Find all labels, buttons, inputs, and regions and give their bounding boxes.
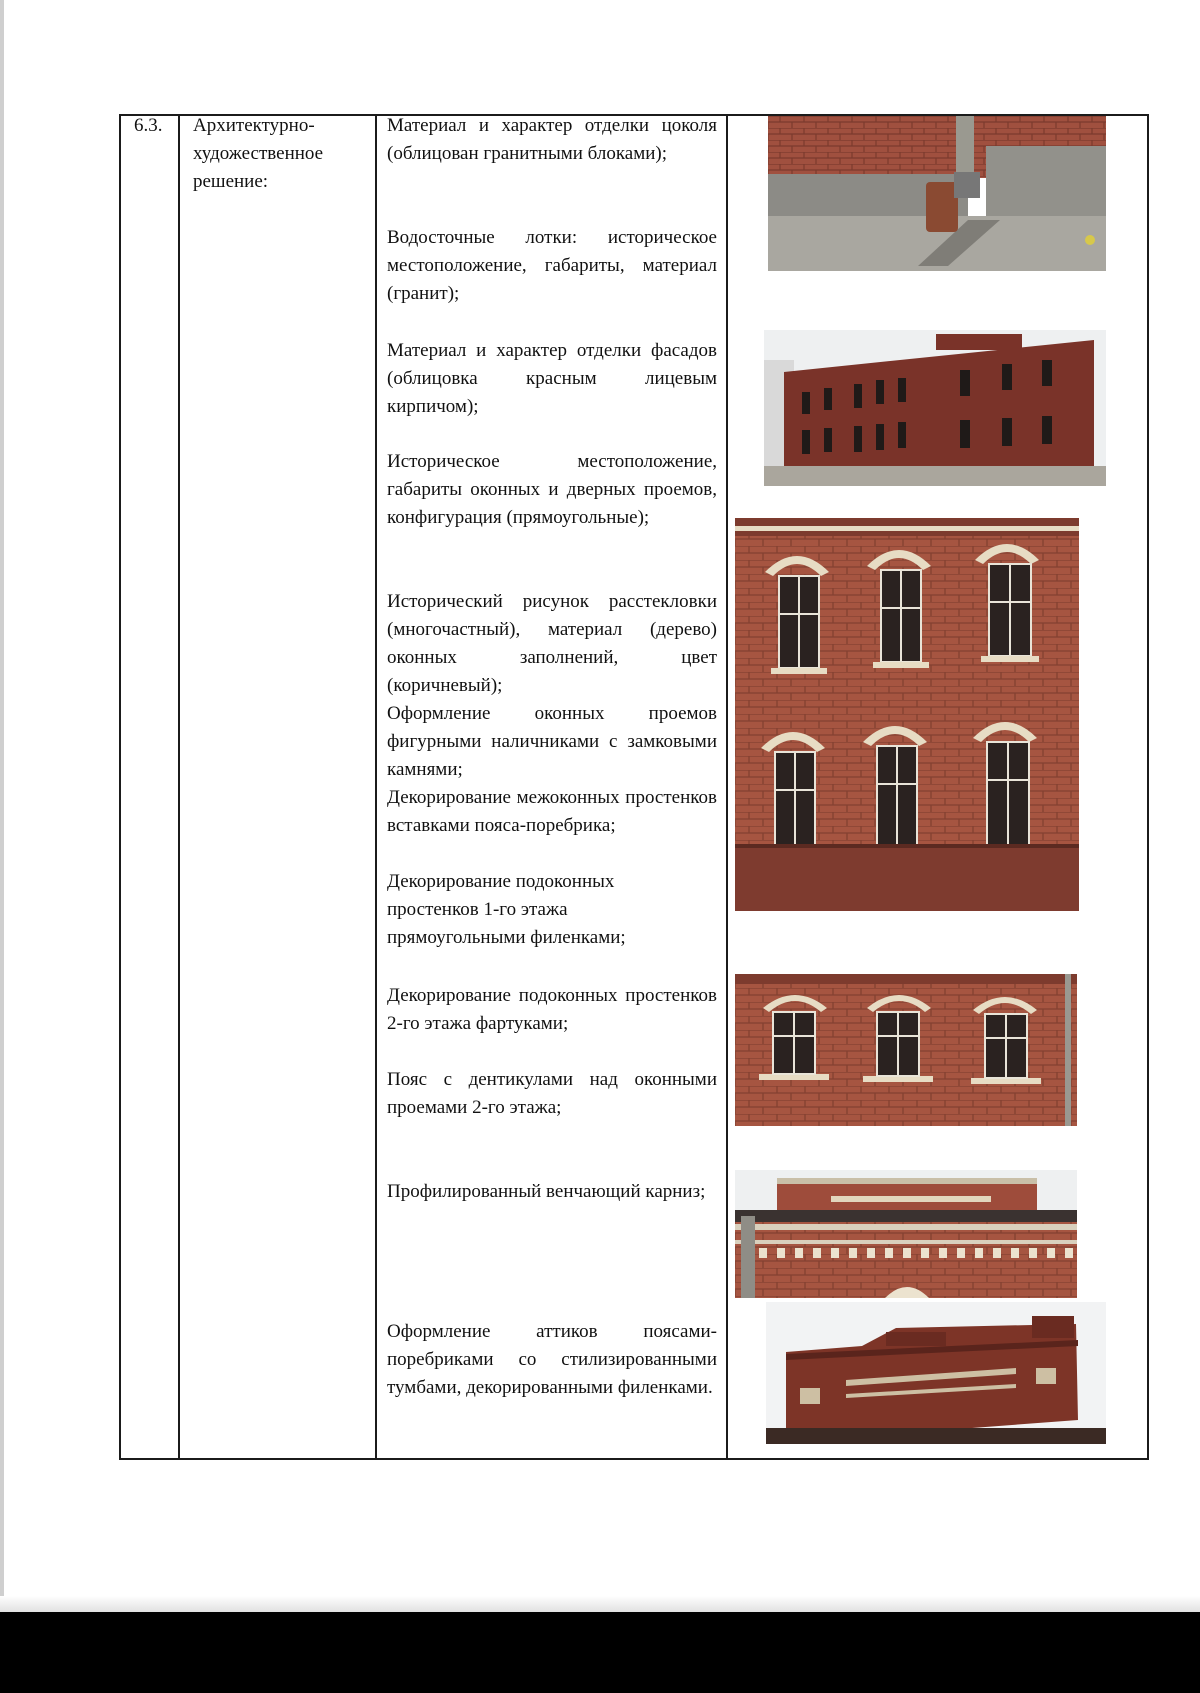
row-number: 6.3. <box>134 115 163 136</box>
feature-floor2-aprons: Декорирование подоконных простенков 2-го этажа фартуками; <box>387 985 717 1034</box>
photo-cornice <box>735 1170 1077 1298</box>
feature-floor1-panels: Декорирование подоконных простенков 1-го этажа прямоугольными филенками; <box>387 871 626 948</box>
feature-attics: Оформление аттиков поясами-поребриками со стилизированными тумбами, декорированными филенками. <box>387 1321 717 1398</box>
scan-border <box>0 1612 1200 1693</box>
feature-gutters: Водосточные лотки: историческое местоположение, габариты, материал (гранит); <box>387 227 717 304</box>
photo-facade-overview <box>764 330 1106 486</box>
scan-edge <box>0 0 4 1693</box>
feature-piers: Декорирование межоконных простенков вставками пояса-поребрика; <box>387 787 717 836</box>
feature-plinth: Материал и характер отделки цоколя (облицован гранитными блоками); <box>387 115 717 164</box>
cornice-image <box>735 1170 1077 1298</box>
category-line: Архитектурно- <box>193 115 315 136</box>
feature-cornice: Профилированный венчающий карниз; <box>387 1181 706 1202</box>
table-border-bottom <box>119 1458 1148 1460</box>
table-border-right <box>1147 114 1149 1460</box>
photo-plinth-gutter <box>768 116 1106 271</box>
table-border-left <box>119 114 121 1460</box>
feature-openings: Историческое местоположение, габариты оконных и дверных проемов, конфигурация (прямоугольные); <box>387 451 717 528</box>
category-line: решение: <box>193 171 269 192</box>
feature-dentil-belt: Пояс с дентикулами над оконными проемами 2-го этажа; <box>387 1069 717 1118</box>
column-divider-3 <box>726 114 728 1460</box>
plinth-gutter-image <box>768 116 1106 271</box>
photo-attic <box>766 1302 1106 1444</box>
facade-overview-image <box>764 330 1106 486</box>
second-floor-image <box>735 974 1077 1126</box>
column-divider-2 <box>375 114 377 1460</box>
feature-glazing: Исторический рисунок расстекловки (многочастный), материал (дерево) оконных заполнений, цвет (коричневый); <box>387 591 717 696</box>
windows-detail-image <box>735 518 1079 911</box>
column-divider-1 <box>178 114 180 1460</box>
feature-window-frames: Оформление оконных проемов фигурными наличниками с замковыми камнями; <box>387 703 717 780</box>
photo-second-floor <box>735 974 1077 1126</box>
photo-windows-detail <box>735 518 1079 911</box>
category-line: художественное <box>193 143 324 164</box>
category-label <box>193 112 373 196</box>
attic-image <box>766 1302 1106 1444</box>
feature-facade: Материал и характер отделки фасадов (облицовка красным лицевым кирпичом); <box>387 340 717 417</box>
